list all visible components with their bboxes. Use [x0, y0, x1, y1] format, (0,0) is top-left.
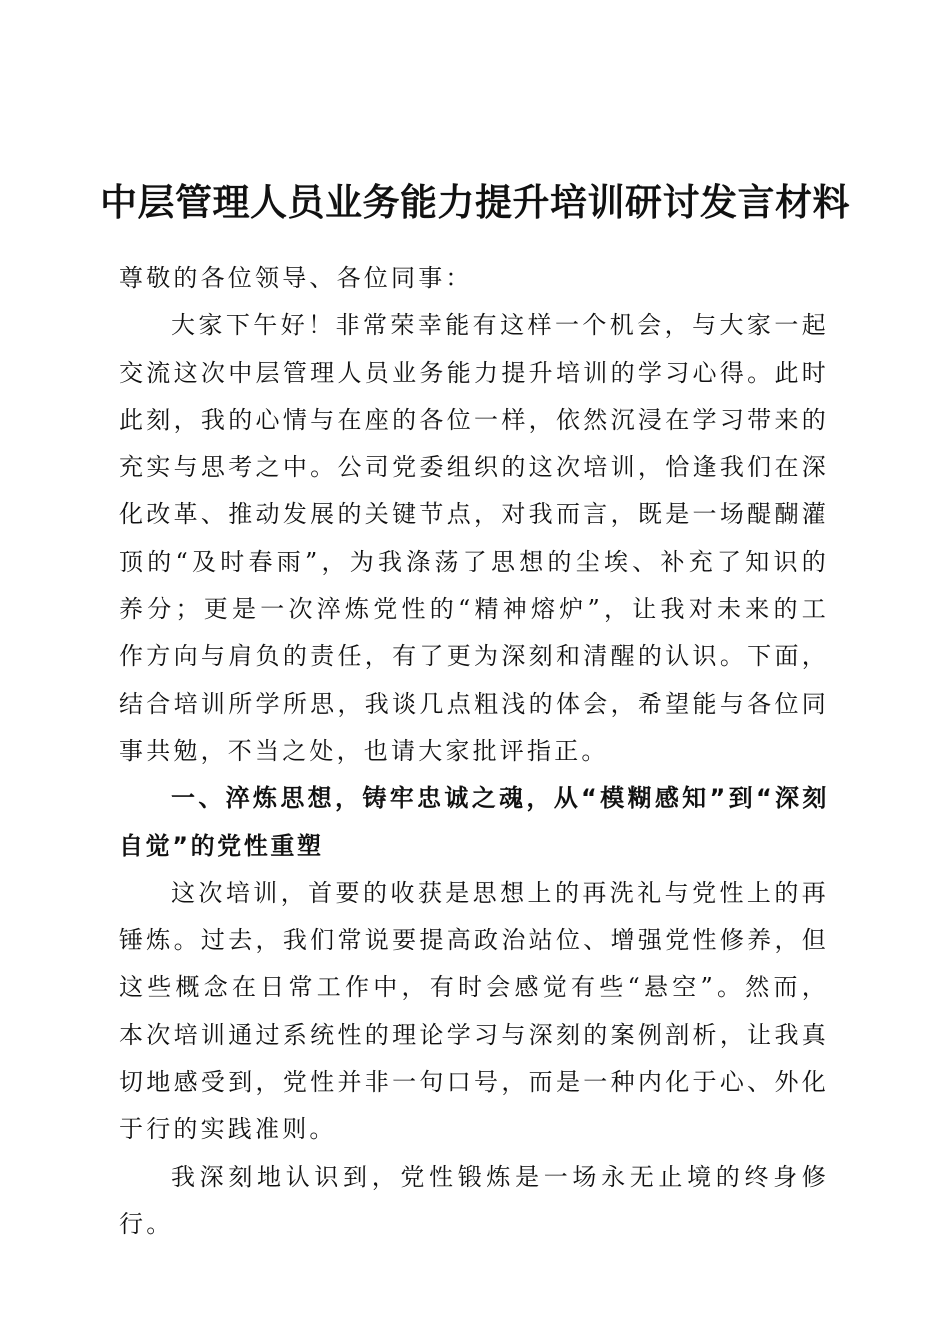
salutation: 尊敬的各位领导、各位同事： — [119, 264, 473, 292]
document-title: 中层管理人员业务能力提升培训研讨发言材料 — [100, 180, 850, 224]
paragraph-section-1: 这次培训，首要的收获是思想上的再洗礼与党性上的再锤炼。过去，我们常说要提高政治站位、增强党性修养，但这些概念在日常工作中，有时会感觉有些“悬空”。然而，本次培训通过系统性的理论学习与深刻的案例剖析，让我真切地感受到，党性并非一句口号，而是一种内化于心、外化于行的实践准则。 — [119, 878, 829, 1144]
paragraph-section-2: 我深刻地认识到，党性锻炼是一场永无止境的终身修行。 — [119, 1162, 829, 1238]
section-heading: 一、淬炼思想，铸牢忠诚之魂，从“模糊感知”到“深刻自觉”的党性重塑 — [119, 784, 829, 860]
paragraph-intro: 大家下午好！非常荣幸能有这样一个机会，与大家一起交流这次中层管理人员业务能力提升培训的学习心得。此时此刻，我的心情与在座的各位一样，依然沉浸在学习带来的充实与思考之中。公司党委组织的这次培训，恰逢我们在深化改革、推动发展的关键节点，对我而言，既是一场醍醐灌顶的“及时春雨”，为我涤荡了思想的尘埃、补充了知识的养分；更是一次淬炼党性的“精神熔炉”，让我对未来的工作方向与肩负的责任，有了更为深刻和清醒的认识。下面，结合培训所学所思，我谈几点粗浅的体会，希望能与各位同事共勉，不当之处，也请大家批评指正。 — [119, 311, 829, 765]
document-body — [119, 255, 829, 1248]
